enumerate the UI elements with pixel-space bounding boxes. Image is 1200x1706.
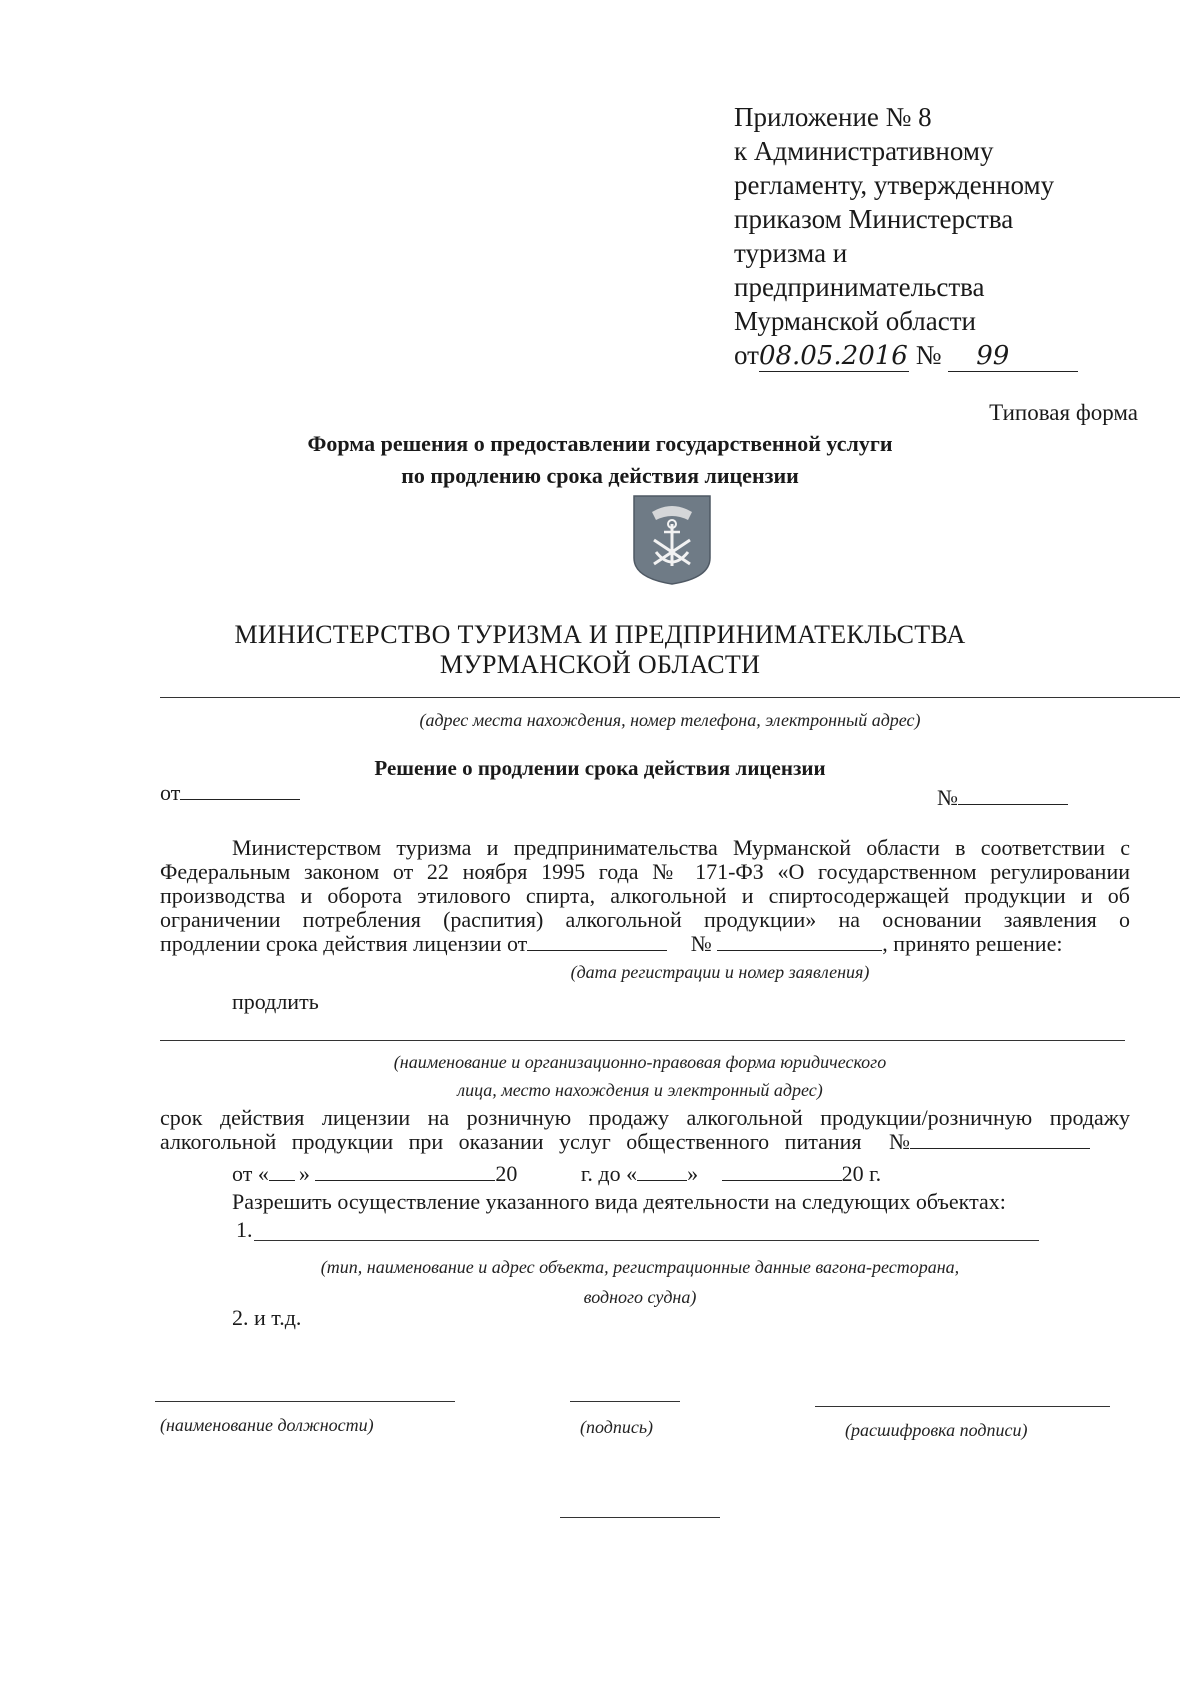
application-text: продлении срока действия лицензии от (160, 931, 528, 956)
ministry-line: МИНИСТЕРСТВО ТУРИЗМА И ПРЕДПРИНИМАТЕКЛЬСТВА (234, 620, 966, 649)
from-label: от (160, 780, 181, 805)
day-from-blank (269, 1162, 295, 1181)
object-item-etc: 2. и т.д. (232, 1305, 302, 1330)
application-date-blank (527, 932, 667, 951)
term-paragraph (160, 1106, 1130, 1154)
handwritten-date: 08.05.2016 (758, 341, 908, 371)
decoding-caption: (расшифровка подписи) (845, 1420, 1028, 1440)
registration-caption: (дата регистрации и номер заявления) (570, 962, 870, 982)
appendix-number-sign: № (915, 340, 942, 370)
object-caption (200, 1252, 1080, 1312)
date-blank (180, 781, 300, 800)
object-item-number: 1. (236, 1217, 253, 1242)
position-underline (155, 1401, 455, 1402)
appendix-line: приказом Министерства (734, 204, 1014, 234)
appendix-line: предпринимательства (734, 272, 985, 302)
application-number-sign: № (690, 931, 712, 956)
date-from-open: от « (232, 1161, 269, 1186)
number-blank (958, 786, 1068, 805)
term-text: алкогольной продукции при оказании услуг общественного питания (160, 1129, 862, 1154)
address-underline (160, 697, 1180, 698)
appendix-line: регламенту, утвержденному (734, 170, 1055, 200)
organization-caption (300, 1048, 980, 1104)
term-line-2 (160, 1130, 1130, 1154)
ministry-line: МУРМАНСКОЙ ОБЛАСТИ (439, 650, 761, 679)
form-title (150, 428, 1050, 492)
paragraph-line: производства и оборота этилового спирта, алкогольной и спиртосодержащей продукции и об (160, 883, 1130, 908)
typical-form-label: Типовая форма (989, 400, 1138, 425)
month-to-blank (722, 1162, 842, 1181)
month-from-blank (315, 1162, 495, 1181)
permit-text: Разрешить осуществление указанного вида деятельности на следующих объектах: (232, 1189, 1006, 1214)
number-label: № (937, 785, 958, 810)
year-prefix: 20 (495, 1161, 518, 1186)
appendix-line: Мурманской области (734, 306, 976, 336)
appendix-block (734, 100, 1078, 372)
appendix-line: Приложение № 8 (734, 102, 932, 132)
object-caption-line: (тип, наименование и адрес объекта, регистрационные данные вагона-ресторана, (320, 1257, 960, 1277)
paragraph-line: ограничении потребления (распития) алкогольной продукции» на основании заявления о (160, 907, 1130, 932)
organization-caption-line: лица, место нахождения и электронный адрес) (457, 1080, 823, 1100)
appendix-date-prefix: от (734, 340, 759, 370)
position-caption: (наименование должности) (160, 1415, 374, 1435)
year-end: 20 г. (841, 1161, 882, 1186)
application-number-blank (717, 932, 882, 951)
organization-underline (160, 1040, 1125, 1041)
decision-date-row (160, 781, 300, 805)
coat-of-arms-emblem (632, 494, 712, 586)
ministry-name (140, 620, 1060, 680)
paragraph-line: Федеральным законом от 22 ноября 1995 года № 171-ФЗ «О государственном регулировании (160, 859, 1130, 884)
day-to-blank (637, 1162, 687, 1181)
license-number-blank (910, 1130, 1090, 1149)
appendix-line: к Административному (734, 136, 994, 166)
appendix-line: туризма и (734, 238, 848, 268)
signature-underline (570, 1401, 680, 1402)
address-caption: (адрес места нахождения, номер телефона, электронный адрес) (419, 710, 921, 730)
form-title-line: по продлению срока действия лицензии (401, 463, 799, 488)
decision-title: Решение о продлении срока действия лицензии (374, 756, 826, 780)
decoding-underline (815, 1406, 1110, 1407)
extend-label: продлить (232, 989, 319, 1014)
main-paragraph (160, 836, 1130, 956)
form-title-line: Форма решения о предоставлении государственной услуги (307, 431, 893, 456)
paragraph-line: Министерством туризма и предпринимательства Мурманской области в соответствии с (232, 835, 1130, 860)
validity-dates-row (232, 1162, 881, 1186)
signature-caption: (подпись) (580, 1417, 654, 1437)
appendix-date-line (734, 338, 1078, 372)
date-to-close: » (687, 1161, 699, 1186)
date-from-close: » (298, 1161, 310, 1186)
bottom-rule (560, 1517, 720, 1518)
term-line: срок действия лицензии на розничную продажу алкогольной продукции/розничную продажу (160, 1105, 1130, 1130)
handwritten-number: 99 (948, 341, 1078, 372)
application-suffix: , принято решение: (882, 931, 1063, 956)
decision-number-row (937, 786, 1068, 810)
object-underline (254, 1240, 1039, 1241)
license-number-sign: № (889, 1129, 911, 1154)
date-to-open: г. до « (580, 1161, 638, 1186)
organization-caption-line: (наименование и организационно-правовая форма юридического (393, 1052, 887, 1072)
paragraph-line-application (160, 932, 1130, 956)
object-caption-line: водного судна) (583, 1287, 697, 1307)
